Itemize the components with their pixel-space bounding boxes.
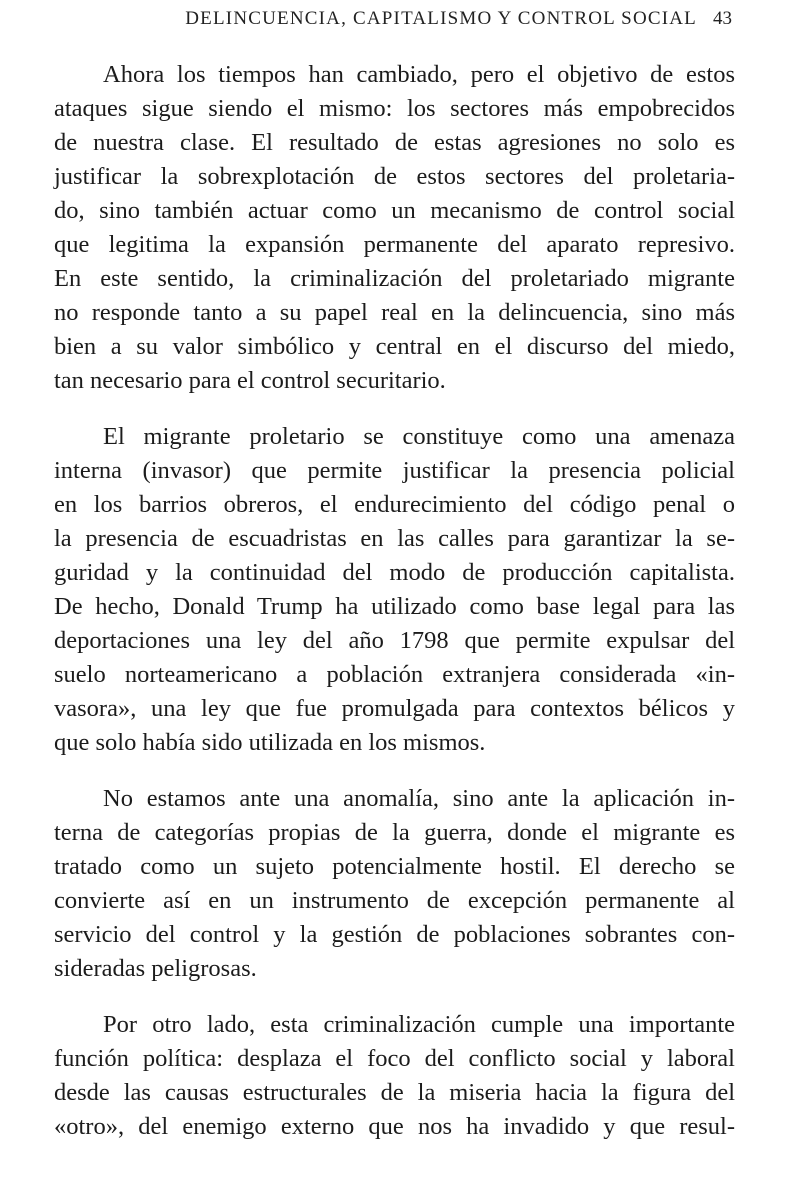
text-line: de nuestra clase. El resultado de estas agresiones no solo es	[54, 129, 735, 156]
text-line: que solo había sido utilizada en los mismos.	[54, 729, 486, 756]
text-line: Ahora los tiempos han cambiado, pero el objetivo de estos	[103, 61, 735, 88]
page-number: 43	[713, 8, 732, 29]
text-line: interna (invasor) que permite justificar la presencia policial	[54, 457, 735, 484]
text-line: El migrante proletario se constituye como una amenaza	[103, 423, 735, 450]
text-line: suelo norteamericano a población extranjera considerada «in-	[54, 661, 735, 688]
running-title: DELINCUENCIA, CAPITALISMO Y CONTROL SOCIAL	[185, 8, 697, 29]
text-line: justificar la sobrexplotación de estos sectores del proletaria-	[54, 163, 735, 190]
paragraph-4	[54, 1008, 735, 1144]
text-line: «otro», del enemigo externo que nos ha invadido y que resul-	[54, 1113, 735, 1140]
text-line: función política: desplaza el foco del conflicto social y laboral	[54, 1045, 735, 1072]
text-line: vasora», una ley que fue promulgada para contextos bélicos y	[54, 695, 735, 722]
text-line: ataques sigue siendo el mismo: los sectores más empobrecidos	[54, 95, 735, 122]
text-line: guridad y la continuidad del modo de producción capitalista.	[54, 559, 735, 586]
text-line: No estamos ante una anomalía, sino ante la aplicación in-	[103, 785, 735, 812]
text-line: deportaciones una ley del año 1798 que permite expulsar del	[54, 627, 735, 654]
text-line: En este sentido, la criminalización del proletariado migrante	[54, 265, 735, 292]
paragraph-3	[54, 782, 735, 986]
body-text	[54, 58, 735, 1166]
text-line: la presencia de escuadristas en las calles para garantizar la se-	[54, 525, 735, 552]
text-line: que legitima la expansión permanente del aparato represivo.	[54, 231, 735, 258]
text-line: no responde tanto a su papel real en la delincuencia, sino más	[54, 299, 735, 326]
paragraph-2	[54, 420, 735, 760]
text-line: tan necesario para el control securitario.	[54, 367, 446, 394]
running-head	[170, 8, 732, 30]
text-line: en los barrios obreros, el endurecimiento del código penal o	[54, 491, 735, 518]
text-line: servicio del control y la gestión de poblaciones sobrantes con-	[54, 921, 735, 948]
text-line: convierte así en un instrumento de excepción permanente al	[54, 887, 735, 914]
text-line: desde las causas estructurales de la miseria hacia la figura del	[54, 1079, 735, 1106]
text-line: sideradas peligrosas.	[54, 955, 257, 982]
text-line: bien a su valor simbólico y central en el discurso del miedo,	[54, 333, 735, 360]
text-line: do, sino también actuar como un mecanismo de control social	[54, 197, 735, 224]
text-line: Por otro lado, esta criminalización cumple una importante	[103, 1011, 735, 1038]
text-line: terna de categorías propias de la guerra, donde el migrante es	[54, 819, 735, 846]
text-line: tratado como un sujeto potencialmente hostil. El derecho se	[54, 853, 735, 880]
paragraph-1	[54, 58, 735, 398]
text-line: De hecho, Donald Trump ha utilizado como base legal para las	[54, 593, 735, 620]
